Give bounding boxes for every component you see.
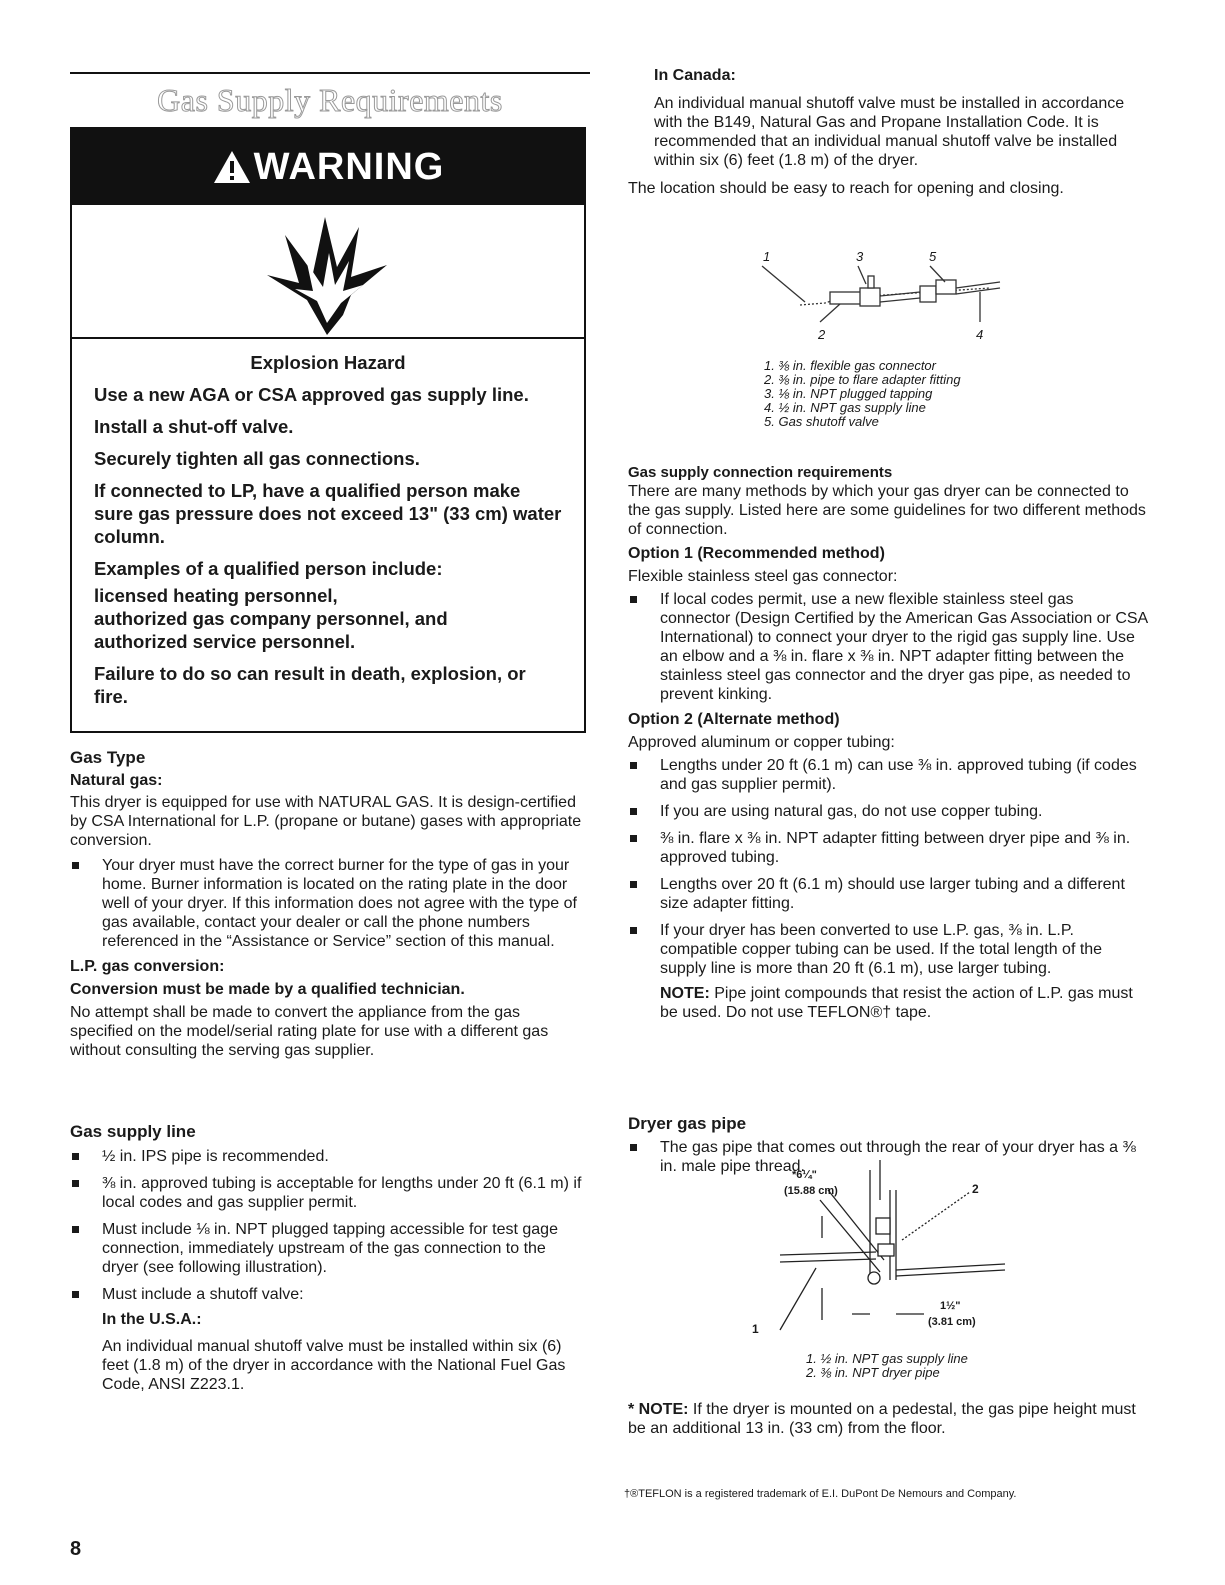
canada-heading: In Canada: [654, 67, 736, 84]
warning-line: Install a shut-off valve. [94, 416, 294, 437]
note-label: NOTE: [660, 985, 710, 1002]
fig1-caption: 4. ½ in. NPT gas supply line [764, 400, 926, 415]
location-text: The location should be easy to reach for opening and closing. [628, 180, 1064, 197]
warning-label: WARNING [253, 145, 445, 188]
option2-bullet: Lengths over 20 ft (6.1 m) should use larger tubing and a different size adapter fitting. [628, 875, 1148, 913]
title-rule [70, 72, 590, 74]
fig2-dim2: 1½" [940, 1300, 961, 1312]
lp-conversion-text: No attempt shall be made to convert the appliance from the gas specified on the model/serial rating plate for use with a different gas without consulting the serving gas supplier. [70, 1004, 549, 1059]
fig1-caption: 5. Gas shutoff valve [764, 414, 879, 429]
note-text: Pipe joint compounds that resist the action of L.P. gas must be used. Do not use TEFLON®† tape. [660, 985, 1133, 1021]
supply-bullet: Must include a shutoff valve: [70, 1285, 586, 1304]
natural-gas-heading: Natural gas: [70, 772, 163, 789]
page-title: Gas Supply Requirements [157, 82, 503, 118]
fig2-callout-2: 2 [972, 1182, 979, 1196]
fig1-captions [764, 359, 961, 429]
fig2-dim1: *6¼" [792, 1169, 817, 1181]
burner-bullet: Your dryer must have the correct burner for the type of gas in your home. Burner information is located on the rating plate in the door well of your dryer. If this information does not agree with the type of gas available, contact your dealer or call the phone numbers referenced in the “Assistance or Service” section of this manual. [70, 856, 586, 951]
connection-text: There are many methods by which your gas dryer can be connected to the gas supply. Listed here are some guidelines for two different methods of connection. [628, 483, 1146, 538]
supply-bullet: ½ in. IPS pipe is recommended. [70, 1147, 586, 1166]
warning-line: authorized gas company personnel, and [94, 608, 448, 629]
warning-box [70, 127, 586, 733]
warning-text [72, 337, 584, 708]
pedestal-note-text: If the dryer is mounted on a pedestal, the gas pipe height must be an additional 13 in. (33 cm) from the floor. [628, 1401, 1136, 1437]
lp-conversion-heading: L.P. gas conversion: [70, 958, 225, 975]
canada-block [628, 66, 1148, 198]
natural-gas-text: This dryer is equipped for use with NATURAL GAS. It is design-certified by CSA International for L.P. (propane or butane) gases with appropriate conversion. [70, 794, 582, 849]
teflon-footnote: †®TEFLON is a registered trademark of E.I. DuPont De Nemours and Company. [624, 1488, 1017, 1500]
option1-bullet: If local codes permit, use a new flexible stainless steel gas connector (Design Certified by the American Gas Association or CSA International) to connect your dryer to the rigid gas supply line. Use an elbow and a ⅜ in. flare x ⅜ in. NPT adapter fitting between the stainless steel gas connector and the dryer gas pipe, as needed to prevent kinking. [628, 590, 1148, 704]
fig1-caption: 3. ⅛ in. NPT plugged tapping [764, 386, 933, 401]
usa-heading: In the U.S.A.: [102, 1311, 202, 1328]
gas-type-section [70, 748, 586, 1060]
supply-bullet: ⅜ in. approved tubing is acceptable for lengths under 20 ft (6.1 m) if local codes and gas supplier permit. [70, 1174, 586, 1212]
fig2-dim1-metric: (15.88 cm) [784, 1185, 838, 1197]
warning-line: If connected to LP, have a qualified person make sure gas pressure does not exceed 13" (33 cm) water column. [94, 480, 562, 547]
explosion-icon [247, 205, 407, 337]
hazard-title: Explosion Hazard [250, 352, 406, 373]
option2-bullet: Lengths under 20 ft (6.1 m) can use ⅜ in. approved tubing (if codes and gas supplier permit). [628, 756, 1148, 794]
usa-text: An individual manual shutoff valve must be installed within six (6) feet (1.8 m) of the dryer in accordance with the National Fuel Gas Code, ANSI Z223.1. [102, 1338, 566, 1393]
fig2-caption: 1. ½ in. NPT gas supply line [806, 1351, 968, 1366]
fig2-dim2-metric: (3.81 cm) [928, 1316, 976, 1328]
supply-bullet: Must include ⅛ in. NPT plugged tapping accessible for test gage connection, immediately upstream of the gas connection to the dryer (see following illustration). [70, 1220, 586, 1277]
warning-line: licensed heating personnel, [94, 585, 338, 606]
explosion-symbol-area [72, 205, 584, 337]
fig1-callout-5: 5 [929, 249, 937, 264]
dryer-gas-pipe-bullet: The gas pipe that comes out through the rear of your dryer has a ⅜ in. male pipe thread. [628, 1138, 1148, 1176]
fig2-captions [806, 1352, 968, 1380]
pedestal-note [628, 1400, 1148, 1438]
teflon-note [628, 984, 1148, 1022]
gas-supply-line-heading: Gas supply line [70, 1122, 196, 1141]
gas-type-heading: Gas Type [70, 748, 146, 767]
page-number: 8 [70, 1538, 82, 1560]
gas-supply-line-section [70, 1122, 586, 1394]
option2-bullet: If your dryer has been converted to use L.P. gas, ⅜ in. L.P. compatible copper tubing can be used. If the total length of the supply line is more than 20 ft (6.1 m), use larger tubing. [628, 921, 1148, 978]
fig1-callout-3: 3 [856, 249, 864, 264]
fig2-callout-1: 1 [752, 1322, 759, 1336]
option2-heading: Option 2 (Alternate method) [628, 711, 840, 728]
fig1-callout-1: 1 [763, 249, 771, 264]
fig2-caption: 2. ⅜ in. NPT dryer pipe [806, 1365, 940, 1380]
option1-heading: Option 1 (Recommended method) [628, 545, 885, 562]
pedestal-note-label: * NOTE: [628, 1401, 689, 1418]
warning-line: Examples of a qualified person include: [94, 558, 443, 579]
option2-bullet: If you are using natural gas, do not use copper tubing. [628, 802, 1148, 821]
gas-connection-diagram [740, 240, 1040, 350]
warning-triangle-icon [212, 149, 252, 185]
dryer-gas-pipe-heading: Dryer gas pipe [628, 1114, 747, 1133]
option2-bullet: ⅜ in. flare x ⅜ in. NPT adapter fitting between dryer pipe and ⅜ in. approved tubing. [628, 829, 1148, 867]
warning-line: Securely tighten all gas connections. [94, 448, 420, 469]
canada-text: An individual manual shutoff valve must be installed in accordance with the B149, Natural Gas and Propane Installation Code. It is recommended that an individual manual shutoff valve be installed within six (6) feet (1.8 m) of the dryer. [654, 95, 1125, 169]
warning-line: Use a new AGA or CSA approved gas supply line. [94, 384, 529, 405]
option1-text: Flexible stainless steel gas connector: [628, 568, 898, 585]
connection-section [628, 463, 1148, 1022]
fig1-caption: 1. ⅜ in. flexible gas connector [764, 358, 936, 373]
lp-conversion-subheading: Conversion must be made by a qualified technician. [70, 981, 465, 998]
fig1-callout-4: 4 [976, 327, 984, 342]
option2-text: Approved aluminum or copper tubing: [628, 734, 895, 751]
connection-heading: Gas supply connection requirements [628, 464, 893, 481]
fig1-callout-2: 2 [818, 327, 826, 342]
warning-banner [72, 129, 584, 205]
warning-line: authorized service personnel. [94, 631, 356, 652]
warning-line: Failure to do so can result in death, explosion, or fire. [94, 663, 526, 707]
fig1-caption: 2. ⅜ in. pipe to flare adapter fitting [764, 372, 961, 387]
